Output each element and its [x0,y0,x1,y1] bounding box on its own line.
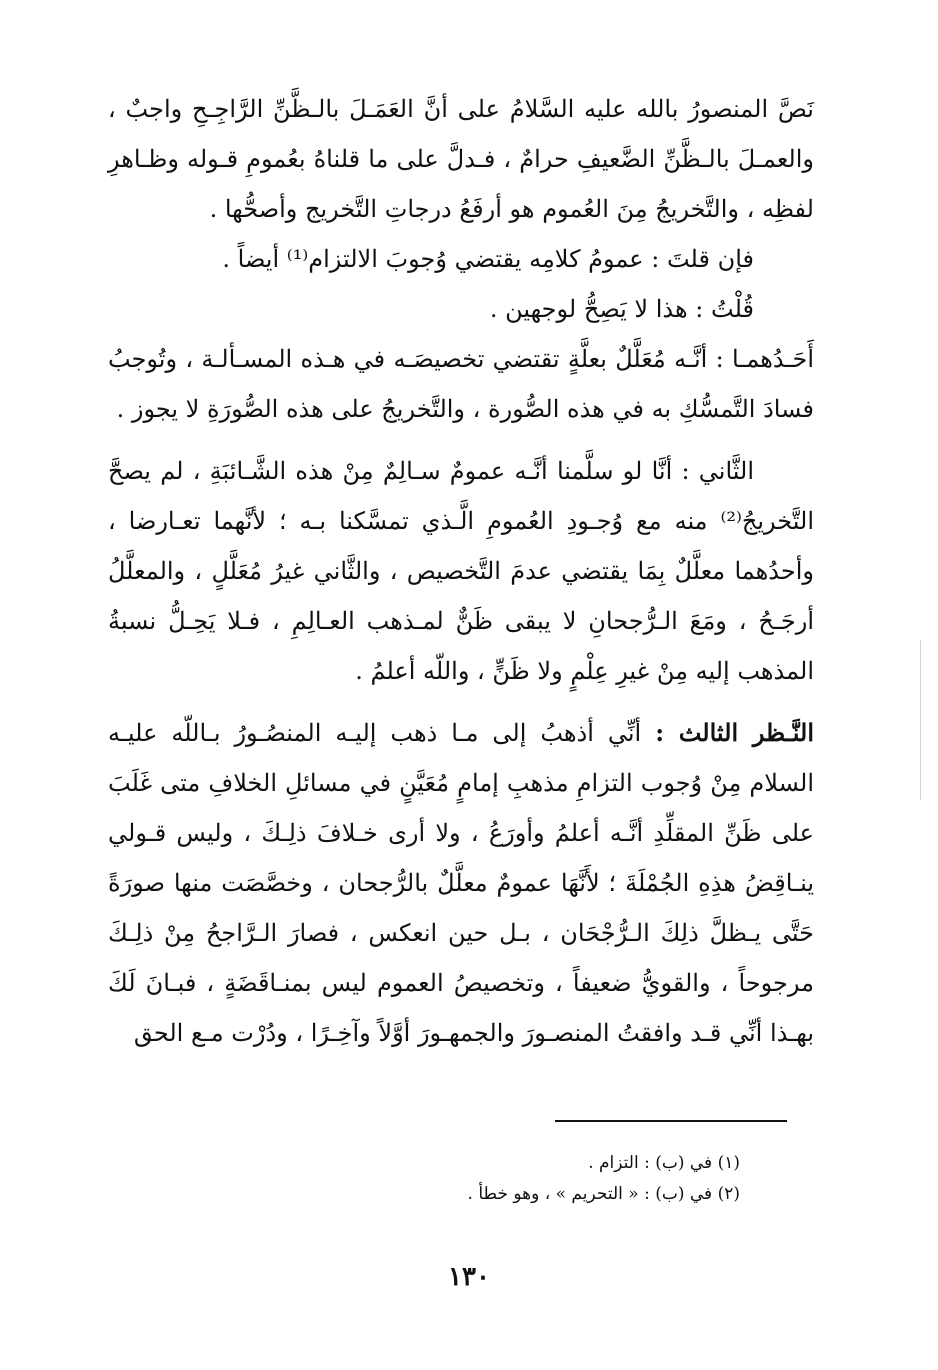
paragraph-4: أَحَـدُهمـا : أنَّـه مُعَلَّلٌ بعلَّةٍ تقتضي تخصيصَـه في هـذه المسـألـة ، وتُوجبُ فسادَ التَّمسُّكِ به في هذه الصُّورة ، والتَّخريجُ على هذه الصُّورَةِ لا يجوز . [108,345,815,423]
footnote-separator [555,1120,787,1122]
paragraph-6 [108,708,814,1058]
paragraph-2: فإن قلتَ : عمومُ كلامِه يقتضي وُجوبَ الالتزام⁽¹⁾ أيضاً . [222,245,754,273]
paragraph-5: الثَّاني : أنَّا لو سلَّمنا أنَّـه عمومٌ سـالِمٌ مِنْ هذه الشَّـائبَةِ ، لم يصحَّ التَّخريجُ⁽²⁾ منه مع وُجـودِ العُمومِ الَّـذي تمسَّكنا بـه ؛ لأنَّهما تعـارضا ، وأحدُهما معلَّلٌ بِمَا يقتضي عدمَ التَّخصيص ، والثَّاني غيرُ مُعَلَّلٍ ، والمعلَّلُ أرجَـحُ ، ومَعَ الـرُّجحانِ لا يبقى ظَنٌّ لمـذهب العـالِمِ ، فـلا يَحِـلُّ نسبةُ المذهب إليه مِنْ غيرِ عِلْمٍ ولا ظَنٍّ ، واللّه أعلمُ . [108,457,814,685]
page-number: ١٣٠ [448,1262,490,1292]
paragraph-6-text: أنِّي أذهبُ إلى مـا ذهب إليـه المنصُـورُ بـاللّه عليـه السلام مِنْ وُجوب التزامِ مذهبِ إمامٍ مُعَيَّنٍ في مسائلِ الخلافِ متى غَلَبَ على ظَنِّ المقلِّدِ أنَّـه أعلمُ وأورَعُ ، ولا أرى خـلافَ ذلِـكَ ، وليس قـولي ينـاقِضُ هذِهِ الجُمْلَةَ ؛ لأَنَّهَا عمومٌ معلَّلٌ بالرُّجحان ، وخصَّصَت منها صورَةً حَتَّى يـظلَّ ذلِكَ الـرُّجْحَان ، بـل حين انعكس ، فصارَ الـرَّاجحُ مِنْ ذلِـكَ مرجوحاً ، والقويُّ ضعيفاً ، وتخصيصُ العموم ليس بمنـاقَضَةٍ ، فبـانَ لَكَ بهـذا أنِّي قـد وافقتُ المنصـورَ والجمهـورَ أوَّلاً وآخِـرًا ، ودُرْت مـع الحق [108,719,814,1047]
footnote-2: (٢) في (ب) : « التحريم » ، وهو خطأ . [467,1184,740,1204]
paragraph-3: قُلْتُ : هذا لا يَصِحُّ لوجهين . [489,295,754,323]
paragraph-6-lead: النَّـظر الثالث : [655,718,814,747]
footnote-1: (١) في (ب) : التزام . [588,1153,740,1173]
main-text [108,84,814,1058]
paragraph-1: نَصَّ المنصورُ بالله عليه السَّلامُ على أنَّ العَمَـلَ بالـظَّنِّ الرَّاجِـحِ واجبٌ ، والعمـلَ بالـظَّنِّ الضَّعيفِ حرامٌ ، فـدلَّ على ما قلناهُ بعُمومِ قـوله وظـاهرِ لفظِه ، والتَّخريجُ مِنَ العُموم هو أرفَعُ درجاتِ التَّخريج وأصحُّها . [108,95,814,223]
scan-edge-mark [920,640,921,800]
footnotes [108,1148,740,1210]
